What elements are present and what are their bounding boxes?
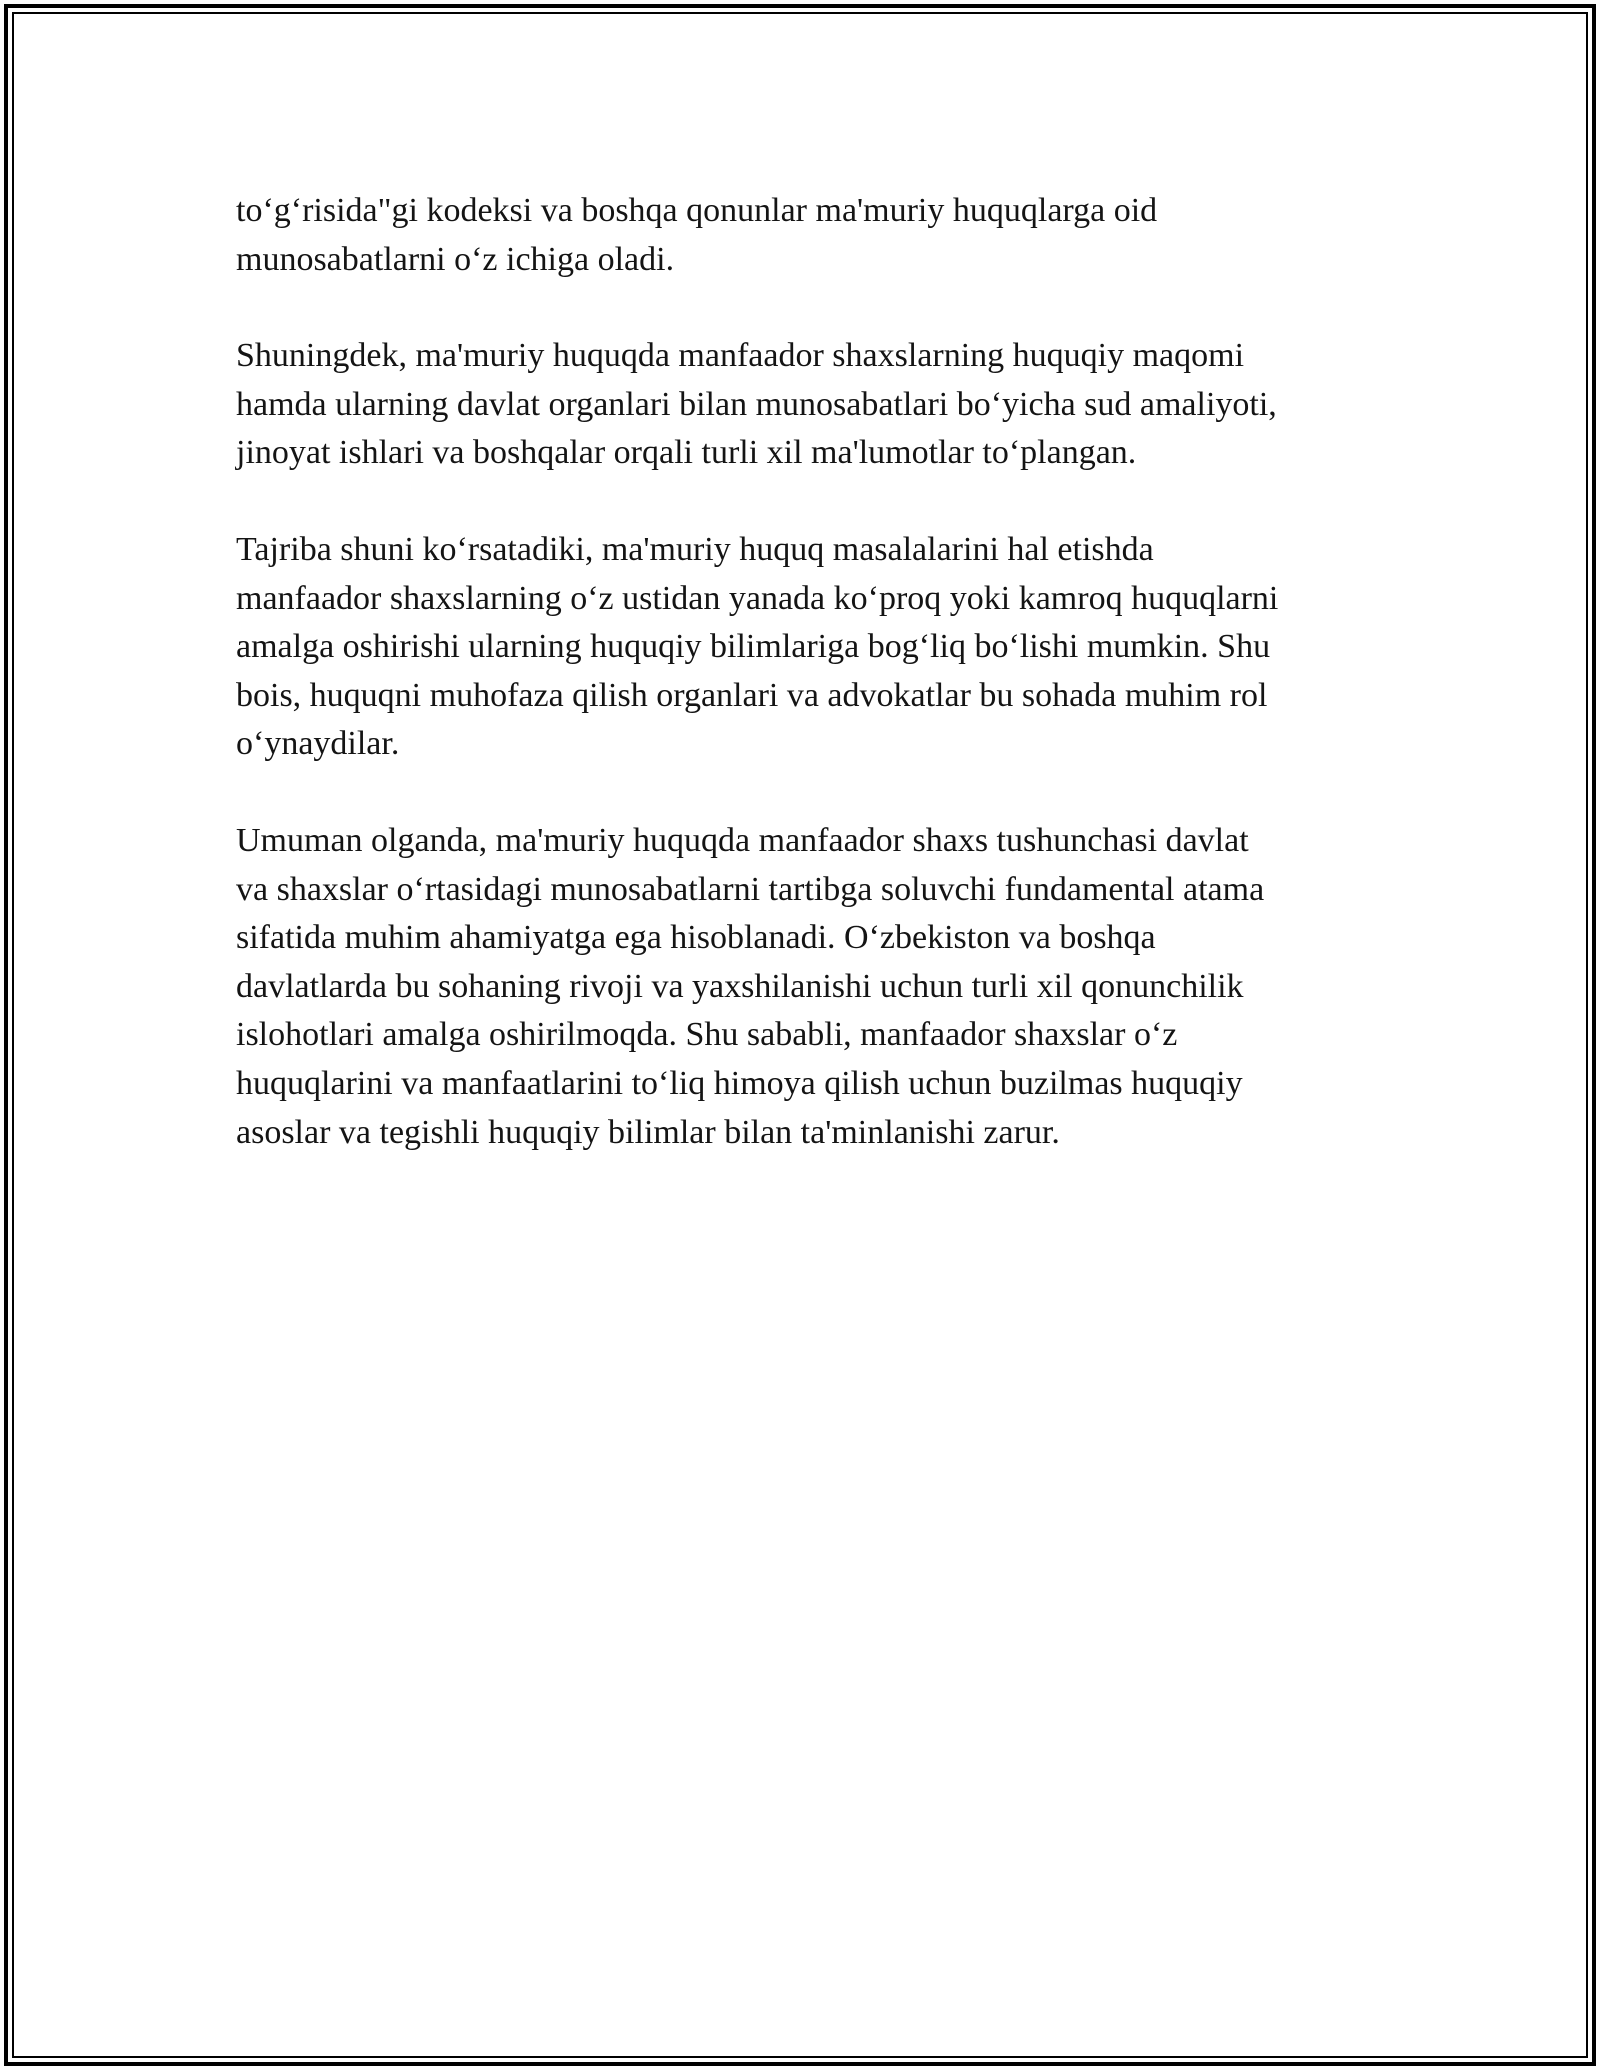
document-body: [236, 187, 1376, 1205]
paragraph-2: Shuningdek, ma'muriy huquqda manfaador shaxslarning huquqiy maqomi hamda ularning davlat organlari bilan munosabatlari bo‘yicha sud amaliyoti, jinoyat ishlari va boshqalar orqali turli xil ma'lumotlar to‘plangan.: [236, 337, 1277, 472]
paragraph-4: Umuman olganda, ma'muriy huquqda manfaador shaxs tushunchasi davlat va shaxslar o‘rtasidagi munosabatlarni tartibga soluvchi fundamental atama sifatida muhim ahamiyatga ega hisoblanadi. O‘zbekiston va boshqa davlatlarda bu sohaning rivoji va yaxshilanishi uchun turli xil qonunchilik islohotlari amalga oshirilmoqda. Shu sababli, manfaador shaxslar o‘z huquqlarini va manfaatlarini to‘liq himoya qilish uchun buzilmas huquqiy asoslar va tegishli huquqiy bilimlar bilan ta'minlanishi zarur.: [236, 821, 1265, 1151]
paragraph-1: to‘g‘risida"gi kodeksi va boshqa qonunlar ma'muriy huquqlarga oid munosabatlarni o‘z ichiga oladi.: [236, 192, 1158, 278]
paragraph-3: Tajriba shuni ko‘rsatadiki, ma'muriy huquq masalalarini hal etishda manfaador shaxslarning o‘z ustidan yanada ko‘proq yoki kamroq huquqlarni amalga oshirishi ularning huquqiy bilimlariga bog‘liq bo‘lishi mumkin. Shu bois, huquqni muhofaza qilish organlari va advokatlar bu sohada muhim rol o‘ynaydilar.: [236, 530, 1279, 763]
